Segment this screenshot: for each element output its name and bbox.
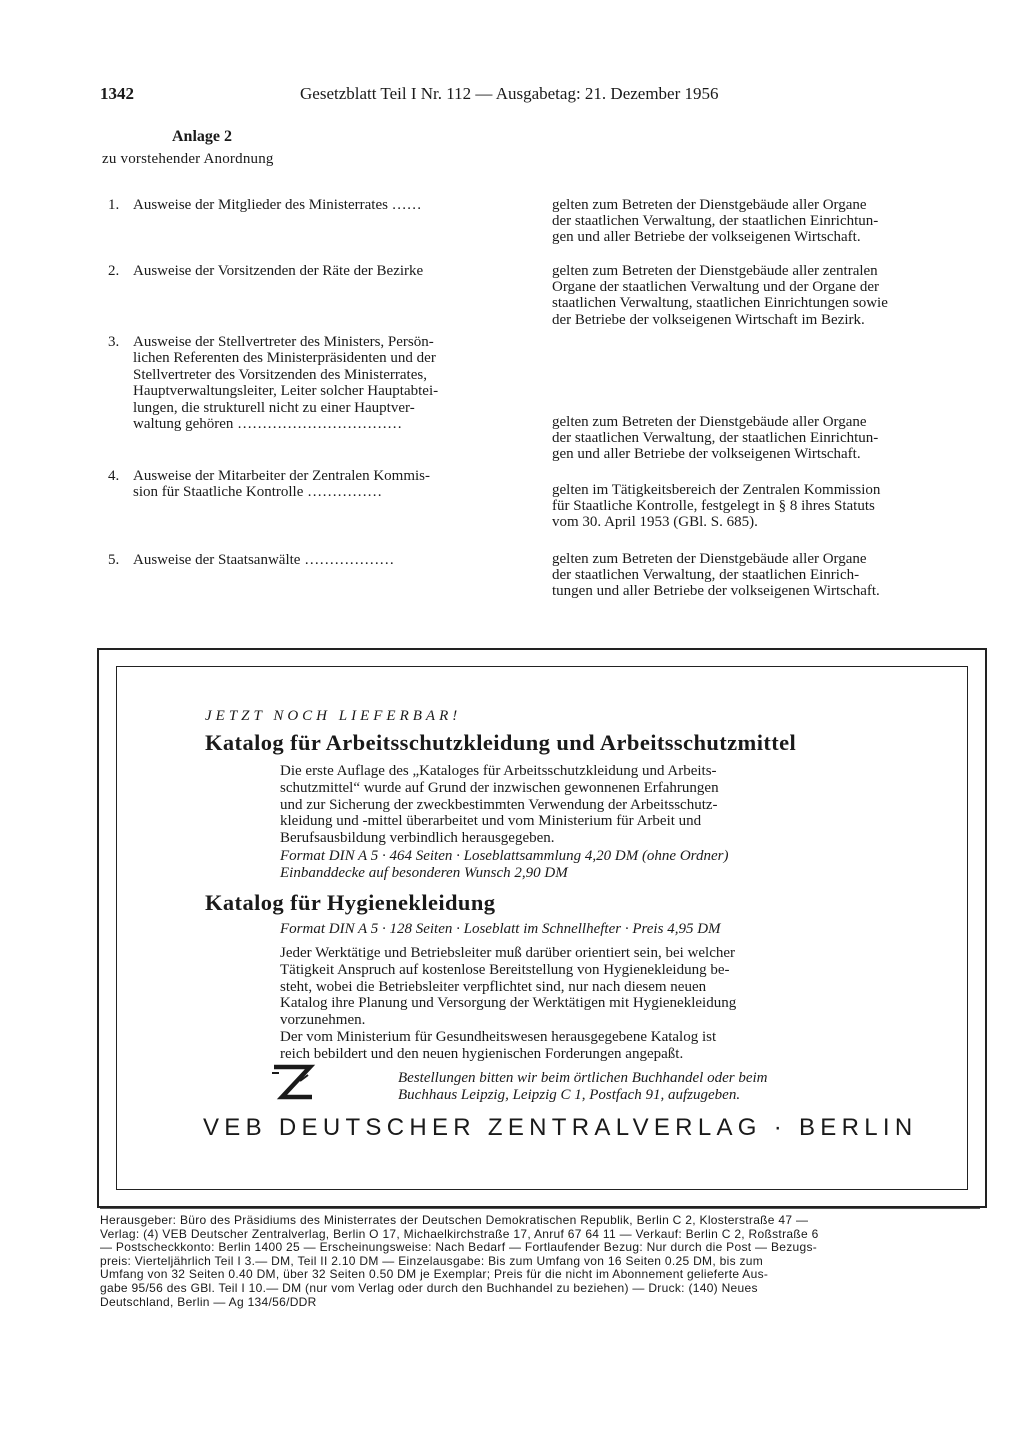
desc-line: gelten zum Betreten der Dienstgebäude aller Organe (552, 197, 867, 213)
order-line: Bestellungen bitten wir beim örtlichen Buchhandel oder beim (398, 1070, 768, 1086)
item-line: Ausweise der Vorsitzenden der Räte der Bezirke (133, 263, 424, 279)
item-number: 5. (108, 552, 120, 568)
item-description (552, 414, 980, 463)
desc-line: gelten zum Betreten der Dienstgebäude aller zentralen (552, 263, 878, 279)
para-line: vorzunehmen. (280, 1012, 366, 1029)
para-line: Berufsausbildung verbindlich herausgegeben. (280, 830, 555, 847)
item-line: waltung gehören …………………………… (133, 416, 403, 433)
item-number: 2. (108, 263, 120, 279)
page-number: 1342 (100, 84, 134, 103)
catalog2-description (280, 945, 872, 1063)
catalog2-format: Format DIN A 5 · 128 Seiten · Loseblatt im Schnellhefter · Preis 4,95 DM (280, 921, 721, 937)
item-description (552, 263, 980, 328)
desc-line: staatlichen Verwaltung, staatlichen Einrichtungen sowie (552, 295, 888, 312)
item-line: lichen Referenten des Ministerpräsidenten und der (133, 350, 436, 367)
desc-line: gelten im Tätigkeitsbereich der Zentralen Kommission (552, 482, 881, 498)
para-line: Tätigkeit Anspruch auf kostenlose Bereitstellung von Hygienekleidung be- (280, 961, 730, 978)
item-line: Hauptverwaltungsleiter, Leiter solcher Hauptabtei- (133, 383, 439, 400)
footer-divider (100, 1208, 980, 1209)
imprint-line: gabe 95/56 des GBl. Teil I 10.— DM (nur vom Verlag oder durch den Buchhandel zu beziehen) — Druck: (140) Neues (100, 1280, 758, 1295)
catalog1-description (280, 763, 872, 847)
desc-line: Organe der staatlichen Verwaltung und der Organe der (552, 279, 879, 296)
item-description (552, 482, 980, 531)
item-text (133, 263, 528, 279)
gazette-header-title: Gesetzblatt Teil I Nr. 112 — Ausgabetag: 21. Dezember 1956 (300, 84, 719, 103)
imprint-line: Umfang von 32 Seiten 0.40 DM, über 32 Seiten 0.50 DM je Exemplar; Preis für die nicht im Abonnement gelieferte Aus- (100, 1267, 769, 1282)
catalog1-format (280, 848, 728, 882)
para-line: und zur Sicherung der zweckbestimmten Verwendung der Arbeitsschutz- (280, 796, 718, 813)
format-line: Format DIN A 5 · 464 Seiten · Loseblattsammlung 4,20 DM (ohne Ordner) (280, 848, 729, 864)
desc-line: der Betriebe der volkseigenen Wirtschaft im Bezirk. (552, 311, 865, 328)
para-line: schutzmittel“ wurde auf Grund der inzwischen gewonnenen Erfahrungen (280, 779, 719, 796)
item-text (133, 334, 528, 432)
item-line: Ausweise der Stellvertreter des Ministers, Persön- (133, 334, 434, 350)
para-line: Jeder Werktätige und Betriebsleiter muß darüber orientiert sein, bei welcher (280, 945, 736, 961)
desc-line: der staatlichen Verwaltung, der staatlichen Einrichtun- (552, 430, 879, 447)
para-line: steht, wobei die Betriebsleiter verpflichtet sind, nur nach diesem neuen (280, 978, 707, 995)
para-line: kleidung und -mittel überarbeitet und vom Ministerium für Arbeit und (280, 813, 702, 830)
para-line: Der vom Ministerium für Gesundheitswesen herausgegebene Katalog ist (280, 1028, 717, 1045)
desc-line: gen und aller Betriebe der volkseigenen Wirtschaft. (552, 446, 861, 463)
item-description (552, 551, 980, 600)
desc-line: gen und aller Betriebe der volkseigenen Wirtschaft. (552, 229, 861, 246)
desc-line: für Staatliche Kontrolle, festgelegt in § 8 ihres Statuts (552, 498, 875, 515)
item-text (133, 552, 528, 568)
item-line: sion für Staatliche Kontrolle …………… (133, 484, 383, 501)
para-line: reich bebildert und den neuen hygienischen Forderungen angepaßt. (280, 1045, 684, 1062)
desc-line: der staatlichen Verwaltung, der staatlichen Einrichtun- (552, 213, 879, 230)
imprint-line: Herausgeber: Büro des Präsidiums des Ministerrates der Deutschen Demokratischen Republik, Berlin C 2, Klosterstraße 47 — (100, 1213, 809, 1227)
order-line: Buchhaus Leipzig, Leipzig C 1, Postfach 91, aufzugeben. (398, 1087, 741, 1103)
item-description (552, 197, 980, 246)
anlage-title: Anlage 2 (172, 128, 232, 145)
imprint-line: — Postscheckkonto: Berlin 1400 25 — Erscheinungsweise: Nach Bedarf — Fortlaufender Bezug: Nur durch die Post — Bezugs- (100, 1240, 818, 1255)
desc-line: vom 30. April 1953 (GBl. S. 685). (552, 514, 758, 531)
ad-kicker: JETZT NOCH LIEFERBAR! (205, 708, 462, 724)
item-line: lungen, die strukturell nicht zu einer Hauptver- (133, 399, 415, 416)
publisher-name: VEB DEUTSCHER ZENTRALVERLAG · BERLIN (203, 1114, 918, 1141)
item-number: 4. (108, 468, 120, 484)
catalog1-title: Katalog für Arbeitsschutzkleidung und Arbeitsschutzmittel (205, 730, 797, 755)
desc-line: gelten zum Betreten der Dienstgebäude aller Organe (552, 551, 867, 567)
format-line: Einbanddecke auf besonderen Wunsch 2,90 DM (280, 865, 568, 881)
desc-line: gelten zum Betreten der Dienstgebäude aller Organe (552, 414, 867, 430)
desc-line: tungen und aller Betriebe der volkseigenen Wirtschaft. (552, 583, 880, 600)
item-number: 3. (108, 334, 120, 350)
imprint-line: preis: Vierteljährlich Teil I 3.— DM, Teil II 2.10 DM — Einzelausgabe: Bis zum Umfang von 16 Seiten 0.25 DM, bis zum (100, 1253, 764, 1268)
imprint-block (100, 1214, 980, 1309)
publisher-logo-icon (270, 1063, 316, 1103)
item-text (133, 468, 528, 501)
item-text (133, 197, 528, 213)
imprint-line: Verlag: (4) VEB Deutscher Zentralverlag, Berlin O 17, Michaelkirchstraße 17, Anruf 67 64 11 — Verkauf: Berlin C 2, Roßstraße 6 (100, 1226, 819, 1241)
catalog2-title: Katalog für Hygienekleidung (205, 890, 496, 915)
para-line: Die erste Auflage des „Kataloges für Arbeitsschutzkleidung und Arbeits- (280, 763, 717, 779)
imprint-line: Deutschland, Berlin — Ag 134/56/DDR (100, 1294, 317, 1309)
anlage-subtitle: zu vorstehender Anordnung (102, 151, 274, 167)
para-line: Katalog ihre Planung und Versorgung der Werktätigen mit Hygienekleidung (280, 995, 737, 1012)
item-number: 1. (108, 197, 120, 213)
item-line: Ausweise der Mitglieder des Ministerrates …… (133, 197, 422, 213)
item-line: Ausweise der Mitarbeiter der Zentralen Kommis- (133, 468, 430, 484)
item-line: Ausweise der Staatsanwälte ……………… (133, 552, 395, 568)
desc-line: der staatlichen Verwaltung, der staatlichen Einrich- (552, 567, 860, 584)
item-line: Stellvertreter des Vorsitzenden des Ministerrates, (133, 366, 427, 383)
order-instructions (398, 1070, 768, 1104)
